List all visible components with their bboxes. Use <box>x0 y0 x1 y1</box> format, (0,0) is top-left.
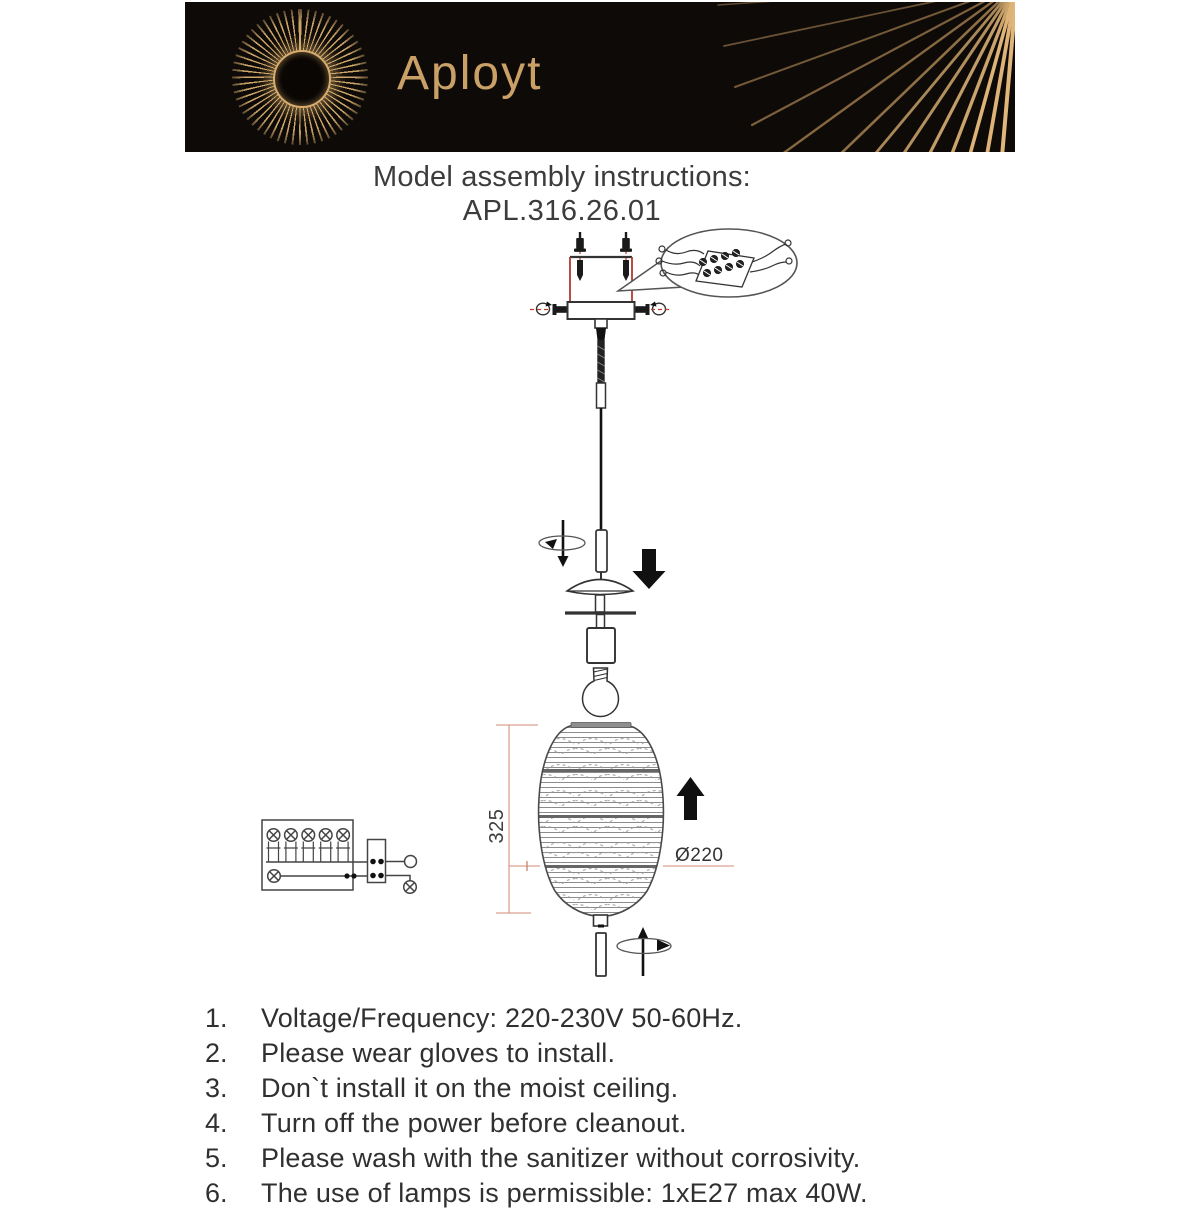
item-text: Turn off the power before cleanout. <box>261 1108 687 1138</box>
wiring-diagram <box>262 820 417 893</box>
item-number: 6. <box>205 1178 228 1208</box>
item-text: Don`t install it on the moist ceiling. <box>261 1073 679 1103</box>
instruction-item <box>205 1176 1145 1211</box>
cord-grip <box>596 530 607 581</box>
item-text: The use of lamps is permissible: 1xE27 max 40W. <box>261 1178 868 1208</box>
item-number: 1. <box>205 1003 228 1033</box>
ceiling-cup <box>565 580 636 629</box>
suspension-cable <box>596 328 606 530</box>
rotate-icon <box>617 927 671 976</box>
instruction-item <box>205 1001 1145 1036</box>
down-arrow-icon <box>633 549 666 589</box>
brand-name: Aployt <box>397 47 543 100</box>
instruction-item <box>205 1106 1145 1141</box>
item-number: 5. <box>205 1143 228 1173</box>
item-text: Please wash with the sanitizer without corrosivity. <box>261 1143 861 1173</box>
model-number: APL.316.26.01 <box>462 195 662 227</box>
instruction-item <box>205 1036 1145 1071</box>
instruction-item <box>205 1141 1145 1176</box>
bottom-rod <box>596 933 606 976</box>
item-text: Voltage/Frequency: 220-230V 50-60Hz. <box>261 1003 743 1033</box>
lamp-symbols <box>267 829 349 842</box>
light-bulb-icon <box>583 668 619 717</box>
diameter-dimension-label: Ø220 <box>675 845 724 866</box>
screw-icon <box>574 232 632 252</box>
height-dimension-label: 325 <box>486 808 508 844</box>
page-title: Model assembly instructions: <box>373 161 751 193</box>
instruction-item <box>205 1071 1145 1106</box>
terminal-block-callout <box>618 229 797 297</box>
item-number: 4. <box>205 1108 228 1138</box>
item-text: Please wear gloves to install. <box>261 1038 616 1068</box>
instruction-list <box>205 1001 1145 1211</box>
item-number: 2. <box>205 1038 228 1068</box>
up-arrow-icon <box>677 777 705 820</box>
rotate-icon <box>539 520 585 567</box>
lamp-socket <box>587 628 615 663</box>
lamp-shade <box>537 723 665 927</box>
screw-icon <box>577 260 629 281</box>
item-number: 3. <box>205 1073 228 1103</box>
